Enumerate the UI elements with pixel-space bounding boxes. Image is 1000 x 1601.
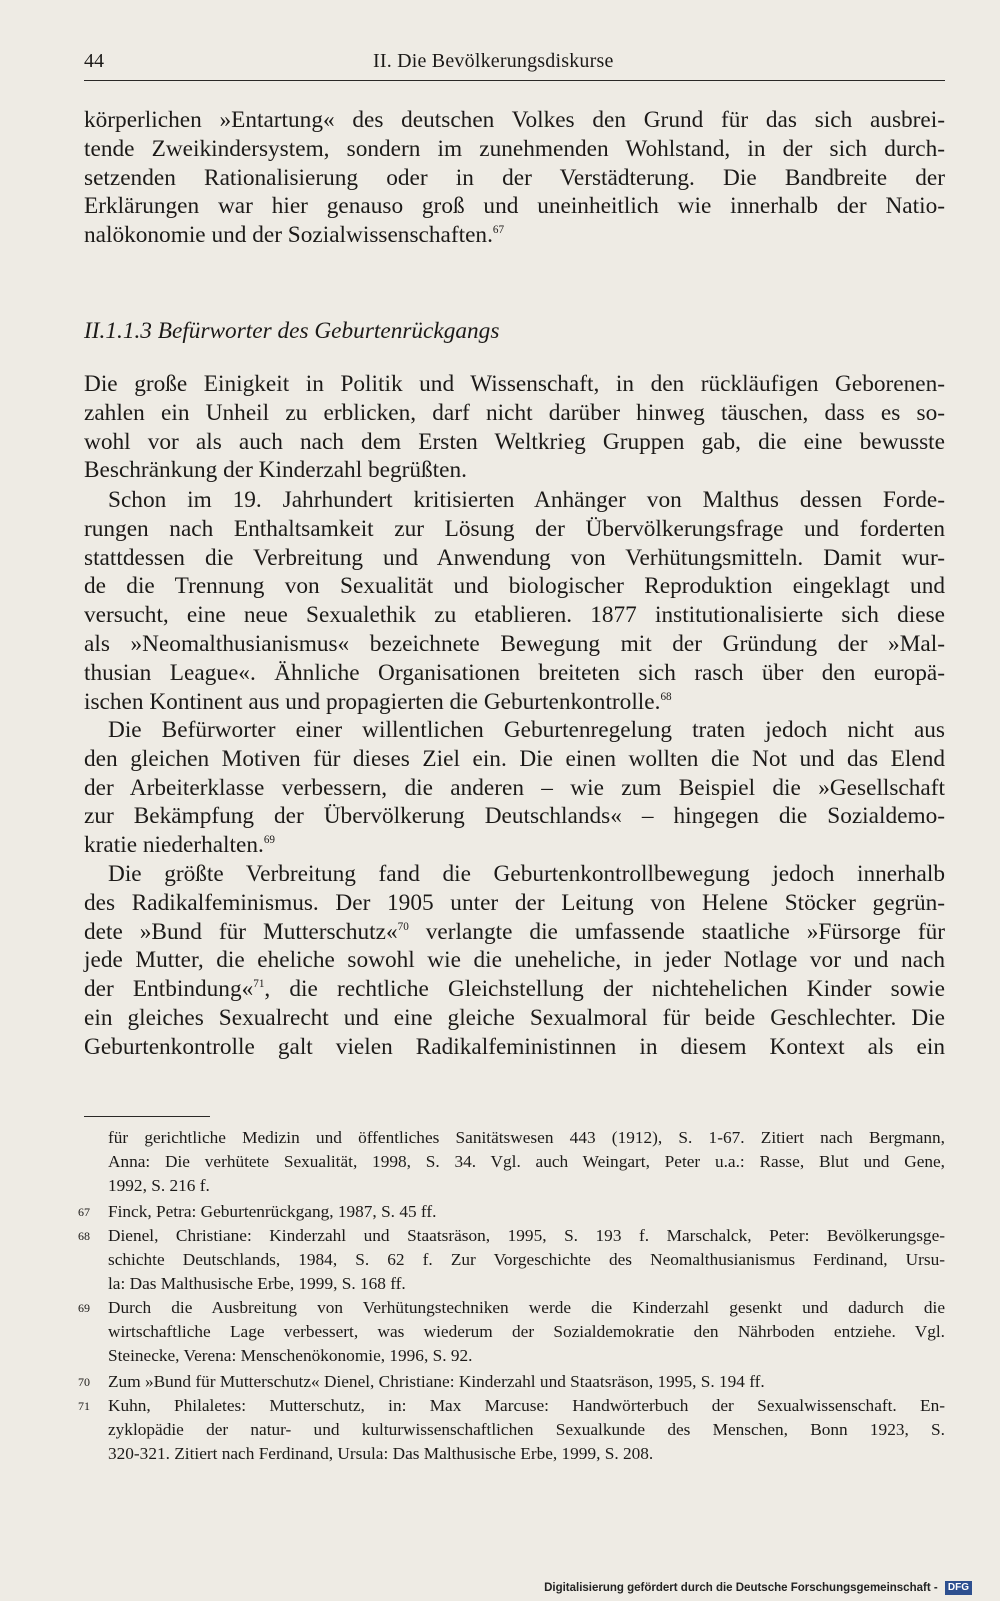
text-line: rungen nach Enthaltsamkeit zur Lösung der Übervölkerungsfrage und forderten [84,515,945,542]
text-line: Beschränkung der Kinderzahl begrüßten. [84,457,467,484]
footnote-line: für gerichtliche Medizin und öffentliches Sanitätswesen 443 (1912), S. 1-67. Zitiert nach Bergmann, [108,1128,945,1147]
footnote-line: Zum »Bund für Mutterschutz« Dienel, Christiane: Kinderzahl und Staatsräson, 1995, S. 194 ff. [108,1372,765,1391]
text-line: wohl vor als auch nach dem Ersten Weltkrieg Gruppen gab, die eine bewusste [84,428,945,455]
footnote-line: Kuhn, Philaletes: Mutterschutz, in: Max Marcuse: Handwörterbuch der Sexualwissenschaft. En- [108,1396,945,1415]
footnote-ref: 71 [253,978,265,991]
footnote-line: Durch die Ausbreitung von Verhütungstechniken werde die Kinderzahl gesenkt und dadurch die [108,1298,945,1317]
text-line: des Radikalfeminismus. Der 1905 unter der Leitung von Helene Stöcker gegrün- [84,889,945,916]
footnote-line: Anna: Die verhütete Sexualität, 1998, S. 34. Vgl. auch Weingart, Peter u.a.: Rasse, Blut und Gene, [108,1152,945,1171]
footnote-line: Steinecke, Verena: Menschenökonomie, 1996, S. 92. [108,1346,473,1365]
footnote-ref: 70 [397,920,409,933]
footnote-number: 68 [78,1229,90,1243]
text-fragment: verlangte die umfassende staatliche »Fürsorge für [408,918,945,945]
footnote-ref: 67 [492,224,505,237]
text-fragment: nalökonomie und der Sozialwissenschaften. [84,222,493,249]
text-fragment: der Entbindung« [84,976,254,1003]
footnote-rule [84,1116,210,1117]
footnote-line: zyklopädie der natur- und kulturwissenschaftlichen Sexualkunde des Menschen, Bonn 1923, S. [108,1420,945,1439]
running-title: II. Die Bevölkerungsdiskurse [373,50,614,72]
text-line: setzenden Rationalisierung oder in der Verstädterung. Die Bandbreite der [84,164,945,191]
running-header [84,46,945,76]
footnote-line: la: Das Malthusische Erbe, 1999, S. 168 ff. [108,1274,406,1293]
text-line: de die Trennung von Sexualität und biologischer Reproduktion eingeklagt und [84,573,945,600]
paragraph-2 [84,486,945,716]
paragraph-4 [84,860,945,1062]
text-line [84,688,945,717]
footnote-number: 67 [78,1205,90,1219]
digitization-credit-text: Digitalisierung gefördert durch die Deutsche Forschungsgemeinschaft - [544,1582,938,1594]
footnote-number: 71 [78,1399,90,1413]
text-line: jede Mutter, die eheliche sowohl wie die uneheliche, in jeder Notlage vor und nach [84,947,945,974]
text-line: zahlen ein Unheil zu erblicken, darf nicht darüber hinweg täuschen, dass es so- [84,399,945,426]
text-fragment: ischen Kontinent aus und propagierten die Geburtenkontrolle. [84,688,661,715]
text-line: der Arbeiterklasse verbessern, die anderen – wie zum Beispiel die »Gesellschaft [84,774,945,801]
paragraph-3 [84,716,945,860]
footnote-line: 320-321. Zitiert nach Ferdinand, Ursula: Das Malthusische Erbe, 1999, S. 208. [108,1444,654,1463]
text-fragment: kratie niederhalten. [84,832,264,859]
text-line [84,221,945,250]
page-number: 44 [84,50,104,72]
text-line: körperlichen »Entartung« des deutschen Volkes den Grund für das sich ausbrei- [84,107,945,133]
footnote-line: schichte Deutschlands, 1984, S. 62 f. Zur Vorgeschichte des Neomalthusianismus Ferdinand, Ursu- [108,1250,945,1269]
text-line: Die größte Verbreitung fand die Geburtenkontrollbewegung jedoch innerhalb [108,861,945,887]
text-line: Geburtenkontrolle galt vielen Radikalfeministinnen in diesem Kontext als ein [84,1033,945,1060]
footnote-ref: 68 [660,690,672,703]
footnote-line: wirtschaftliche Lage verbessert, was wiederum der Sozialdemokratie den Nährboden entziehe. Vgl. [108,1322,945,1341]
text-line: Die große Einigkeit in Politik und Wissenschaft, in den rückläufigen Geborenen- [84,371,945,397]
text-fragment: , die rechtliche Gleichstellung der nichtehelichen Kinder sowie [264,976,945,1003]
header-rule [84,80,945,81]
footnote-line: Finck, Petra: Geburtenrückgang, 1987, S. 45 ff. [108,1202,437,1221]
text-line: versucht, eine neue Sexualethik zu etablieren. 1877 institutionalisierte sich diese [84,602,945,629]
text-line: thusian League«. Ähnliche Organisationen breiteten sich rasch über den europä- [84,659,945,686]
text-line [84,831,945,860]
dfg-logo: DFG [945,1581,972,1595]
text-line [84,918,945,947]
footnote-number: 69 [78,1301,90,1315]
footnote-number: 70 [78,1375,90,1389]
text-line: als »Neomalthusianismus« bezeichnete Bewegung mit der Gründung der »Mal- [84,630,945,657]
text-line: zur Bekämpfung der Übervölkerung Deutschlands« – hingegen die Sozialdemo- [84,803,945,830]
text-line: ein gleiches Sexualrecht und eine gleiche Sexualmoral für beide Geschlechter. Die [84,1004,945,1031]
text-fragment: dete »Bund für Mutterschutz« [84,918,398,945]
text-line [84,975,945,1004]
footnote-line: 1992, S. 216 f. [108,1176,210,1195]
text-line: Erklärungen war hier genauso groß und uneinheitlich wie innerhalb der Natio- [84,193,945,220]
footnote-ref: 69 [263,834,275,847]
text-line: den gleichen Motiven für dieses Ziel ein. Die einen wollten die Not und das Elend [84,745,945,772]
section-heading: II.1.1.3 Befürworter des Geburtenrückgangs [84,318,500,344]
digitization-credit [544,1580,972,1596]
text-line: Die Befürworter einer willentlichen Geburtenregelung traten jedoch nicht aus [108,717,945,743]
text-line: tende Zweikindersystem, sondern im zunehmenden Wohlstand, in der sich durch- [84,135,945,162]
intro-paragraph [84,106,945,250]
text-line: stattdessen die Verbreitung und Anwendung von Verhütungsmitteln. Damit wur- [84,544,945,571]
paragraph-1 [84,370,945,485]
footnote-line: Dienel, Christiane: Kinderzahl und Staatsräson, 1995, S. 193 f. Marschalck, Peter: Bevölkerungsge- [108,1226,945,1245]
text-line: Schon im 19. Jahrhundert kritisierten Anhänger von Malthus dessen Forde- [108,487,945,513]
